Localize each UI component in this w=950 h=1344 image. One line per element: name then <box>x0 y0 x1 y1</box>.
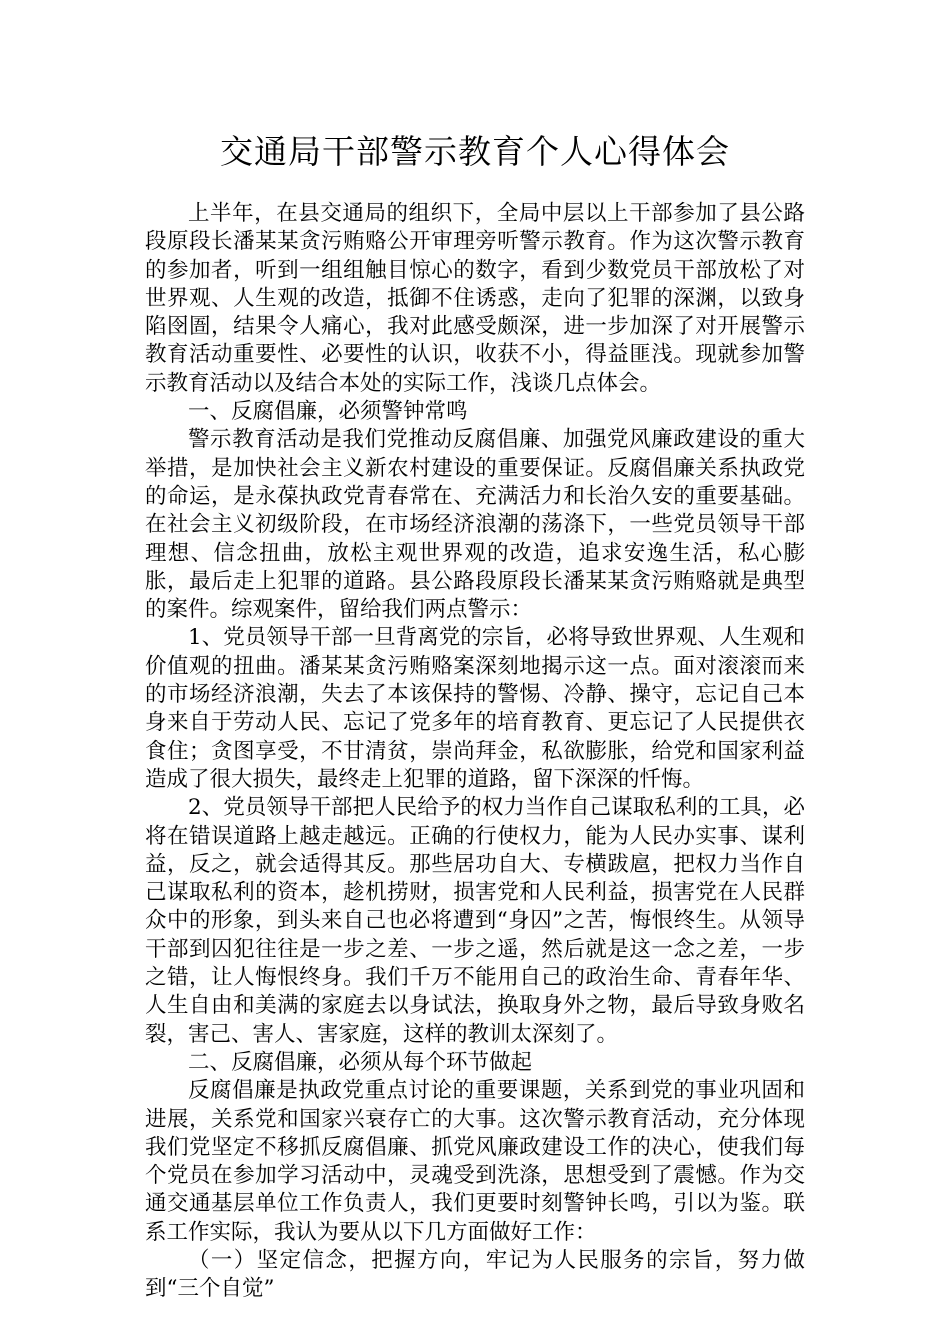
document-page <box>145 126 805 1304</box>
paragraph-subpoint-1: （一）坚定信念，把握方向，牢记为人民服务的宗旨，努力做到“三个自觉” <box>145 1247 805 1302</box>
section-heading-2: 二、反腐倡廉，必须从每个环节做起 <box>188 1049 533 1075</box>
section-heading-1: 一、反腐倡廉，必须警钟常鸣 <box>188 399 468 425</box>
paragraph-point-1: 1、党员领导干部一旦背离党的宗旨，必将导致世界观、人生观和价值观的扭曲。潘某某贪污贿赂案深刻地揭示这一点。面对滚滚而来的市场经济浪潮，失去了本该保持的警惕、冷静、操守，忘记自己本身来自于劳动人民、忘记了党多年的培育教育、更忘记了人民提供衣食住；贪图享受，不甘清贫，崇尚拜金，私欲膨胀，给党和国家利益造成了很大损失，最终走上犯罪的道路，留下深深的忏悔。 <box>145 625 805 792</box>
document-body <box>145 200 805 1304</box>
paragraph-point-2: 2、党员领导干部把人民给予的权力当作自己谋取私利的工具，必将在错误道路上越走越远。正确的行使权力，能为人民办实事、谋利益，反之，就会适得其反。那些居功自大、专横跋扈，把权力当作自己谋取私利的资本，趁机捞财，损害党和人民利益，损害党在人民群众中的形象，到头来自己也必将遭到“身囚”之苦，悔恨终生。从领导干部到囚犯往往是一步之差、一步之遥，然后就是这一念之差，一步之错，让人悔恨终身。我们千万不能用自己的政治生命、青春年华、人生自由和美满的家庭去以身试法，换取身外之物，最后导致身败名裂，害己、害人、害家庭，这样的教训太深刻了。 <box>145 795 805 1047</box>
paragraph-section-1: 警示教育活动是我们党推动反腐倡廉、加强党风廉政建设的重大举措，是加快社会主义新农村建设的重要保证。反腐倡廉关系执政党的命运，是永葆执政党青春常在、充满活力和长治久安的重要基础。在社会主义初级阶段，在市场经济浪潮的荡涤下，一些党员领导干部理想、信念扭曲，放松主观世界观的改造，追求安逸生活，私心膨胀，最后走上犯罪的道路。县公路段原段长潘某某贪污贿赂就是典型的案件。综观案件，留给我们两点警示： <box>145 427 805 623</box>
paragraph-section-2: 反腐倡廉是执政党重点讨论的重要课题，关系到党的事业巩固和进展，关系党和国家兴衰存亡的大事。这次警示教育活动，充分体现我们党坚定不移抓反腐倡廉、抓党风廉政建设工作的决心，使我们每个党员在参加学习活动中，灵魂受到洗涤，思想受到了震憾。作为交通交通基层单位工作负责人，我们更要时刻警钟长鸣，引以为鉴。联系工作实际，我认为要从以下几方面做好工作： <box>145 1078 805 1245</box>
paragraph-intro: 上半年，在县交通局的组织下，全局中层以上干部参加了县公路段原段长潘某某贪污贿赂公开审理旁听警示教育。作为这次警示教育的参加者，听到一组组触目惊心的数字，看到少数党员干部放松了对世界观、人生观的改造，抵御不住诱惑，走向了犯罪的深渊，以致身陷囹圄，结果令人痛心，我对此感受颇深，进一步加深了对开展警示教育活动重要性、必要性的认识，收获不小，得益匪浅。现就参加警示教育活动以及结合本处的实际工作，浅谈几点体会。 <box>145 201 805 396</box>
document-title: 交通局干部警示教育个人心得体会 <box>220 132 730 171</box>
